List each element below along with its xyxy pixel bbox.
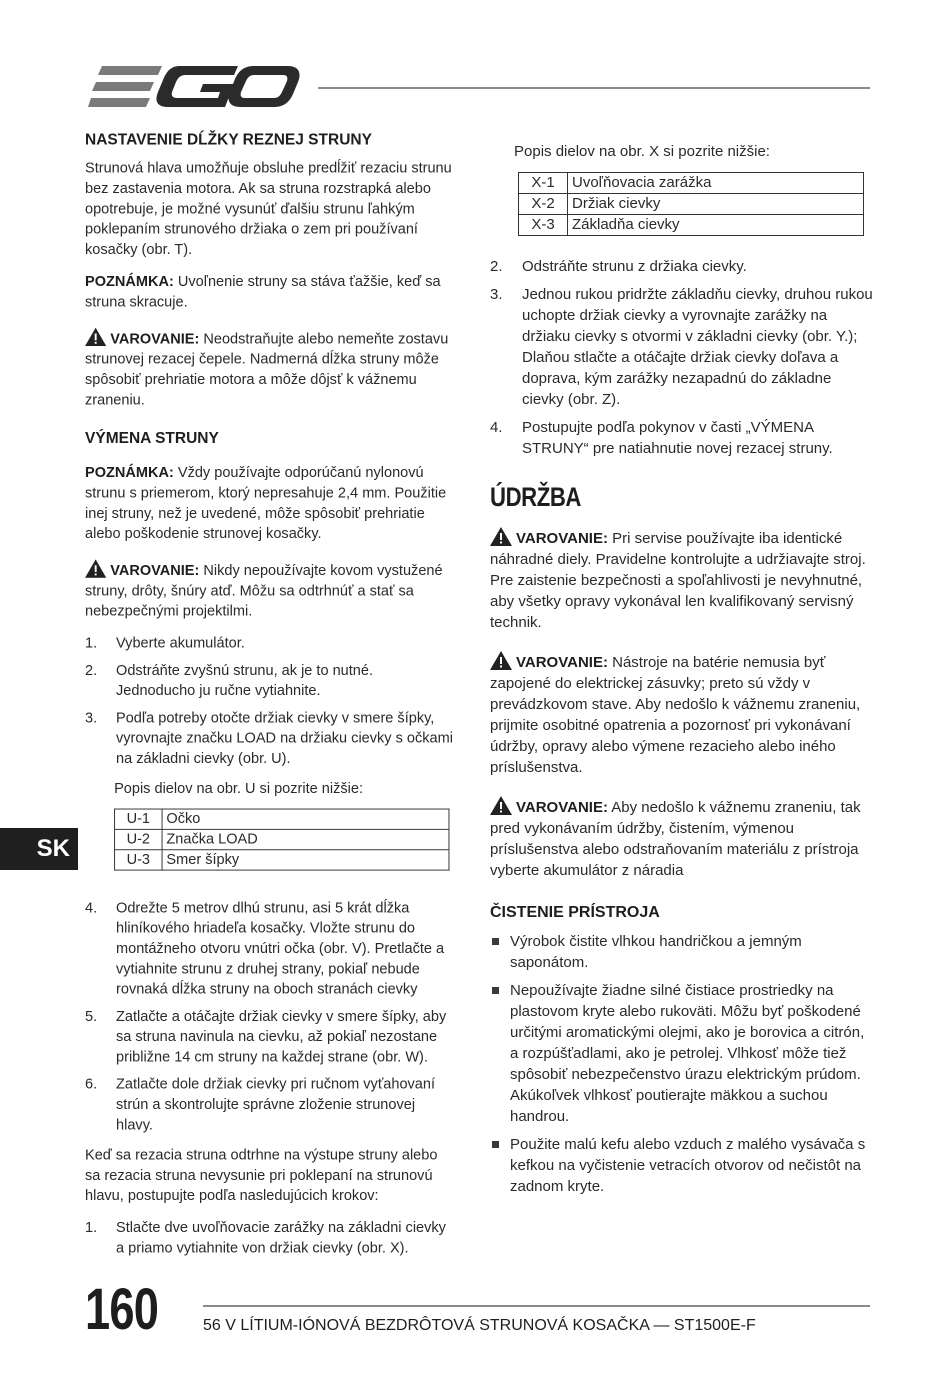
left-column (85, 131, 453, 1268)
part-code: X-3 (519, 215, 568, 236)
warning-battery-tools (490, 651, 876, 778)
part-label: Základňa cievky (568, 215, 864, 236)
heading-line-replacement: VÝMENA STRUNY (85, 430, 219, 447)
paragraph-line-breaks: Keď sa rezacia struna odtrhne na výstupe struny alebo sa rezacia struna nevysunie pri poklepaní na strunovú hlavu, postupujte podľa nasledujúcich krokov: (85, 1146, 438, 1205)
bullet-square-icon (492, 938, 499, 945)
warning-label: VAROVANIE: (110, 562, 200, 579)
bullet-square-icon (492, 987, 499, 994)
part-label: Držiak cievky (568, 194, 864, 215)
page-number: 160 (85, 1277, 159, 1342)
part-code: X-2 (519, 194, 568, 215)
step-number: 6. (85, 1076, 98, 1093)
heading-maintenance: ÚDRŽBA (490, 482, 582, 512)
ego-logo-graphic (88, 62, 300, 112)
heading-cleaning: ČISTENIE PRÍSTROJA (490, 904, 660, 921)
step-text: Vyberte akumulátor. (116, 635, 245, 652)
right-column (490, 131, 876, 1204)
list-item (490, 980, 876, 1127)
header-rule (318, 87, 870, 89)
step-number: 3. (490, 286, 503, 303)
parts-table-x (518, 172, 864, 236)
list-item (490, 417, 876, 459)
part-label: Očko (162, 809, 449, 829)
step-number: 2. (85, 662, 98, 679)
warning-identical-parts (490, 527, 876, 633)
step-text: Podľa potreby otočte držiak cievky v smere šípky, vyrovnajte značku LOAD na držiaku cievky s očkami na základni cievky (obr. U). (116, 709, 453, 767)
list-item (85, 633, 453, 653)
list-item (85, 708, 453, 769)
cleaning-bullet-list (490, 931, 876, 1197)
step-text: Stlačte dve uvoľňovacie zarážky na základni cievky a priamo vytiahnite von držiak cievky (obr. X). (116, 1219, 446, 1257)
warning-label: VAROVANIE: (516, 530, 608, 547)
part-code: U-3 (115, 850, 162, 870)
step-number: 5. (85, 1008, 98, 1025)
list-item (85, 660, 453, 701)
ego-logo (88, 62, 300, 112)
warning-label: VAROVANIE: (110, 330, 200, 348)
table-row (519, 215, 864, 236)
step-number: 4. (85, 899, 98, 917)
list-item (490, 284, 876, 410)
note-line-release (85, 272, 453, 313)
caption-fig-x: Popis dielov na obr. X si pozrite nižšie: (514, 143, 770, 160)
footer-rule (203, 1305, 870, 1307)
warning-triangle-icon (85, 559, 106, 577)
note-text: Vždy používajte odporúčanú nylonovú strunu s priemerom, ktorý nepresahuje 2,4 mm. Použitie inej struny, než je uvedené, môže spôsobiť prehriatie alebo poškodenie strunovej kosačky. (85, 464, 447, 542)
part-label: Smer šípky (162, 850, 449, 870)
warning-remove-battery (490, 796, 876, 881)
note-label: POZNÁMKA: (85, 464, 174, 481)
warning-text: Nikdy nepoužívajte kovom vystužené struny, drôty, šnúry atď. Môžu sa odtrhnúť a stať sa nebezpečnými projektilmi. (85, 562, 443, 620)
bullet-text: Nepoužívajte žiadne silné čistiace prostriedky na plastovom kryte alebo rukoväti. Môžu byť poškodené určitými aromatickými olejmi, ako je borovica a citrón, a rozpúšťadlami, ako je petrolej. Vlhkosť môže tiež spôsobiť nebezpečenstvo úrazu elektrickým prúdom. Akúkoľvek vlhkosť poutierajte mäkkou a suchou handrou. (510, 982, 865, 1125)
table-row (115, 850, 449, 870)
table-row (519, 173, 864, 194)
bullet-text: Výrobok čistite vlhkou handričkou a jemným saponátom. (510, 933, 802, 971)
warning-text: Pri servise používajte iba identické náhradné diely. Pravidelne kontrolujte a udržiavajte stroj. Pre zaistenie bezpečnosti a spoľahlivosti je nevyhnutné, aby všetky opravy vykonával len kvalifikovaný servisný technik. (490, 530, 866, 631)
list-item (85, 1218, 453, 1259)
caption-fig-u: Popis dielov na obr. U si pozrite nižšie: (114, 780, 363, 797)
note-text: Uvoľnenie struny sa stáva ťažšie, keď sa struna skracuje. (85, 273, 441, 311)
parts-table-u (114, 809, 449, 871)
warning-triangle-icon (490, 651, 512, 670)
step-number: 1. (85, 1219, 98, 1237)
list-item (85, 898, 453, 1000)
warning-text: Neodstraňujte alebo nemeňte zostavu strunovej rezacej čepele. Nadmerná dĺžka struny môže spôsobiť prehriatie motora a môže dôjsť k vážnemu zraneniu. (85, 330, 449, 409)
language-tab: SK (0, 828, 78, 870)
step-number: 2. (490, 258, 503, 275)
warning-text: Aby nedošlo k vážnemu zraneniu, tak pred vykonávaním údržby, čistením, výmenou príslušenstva alebo odstraňovaním materiálu z prístroja vyberte akumulátor z náradia (490, 799, 861, 879)
step-text: Zatlačte a otáčajte držiak cievky v smere šípky, aby sa struna navinula na cievku, až pokiaľ nezostane približne 14 cm struny na každej strane (obr. W). (116, 1008, 447, 1066)
warning-triangle-icon (490, 527, 512, 546)
warning-triangle-icon (85, 328, 106, 346)
steps-list-a (85, 633, 453, 769)
warning-label: VAROVANIE: (516, 799, 608, 816)
warning-blade-assembly (85, 328, 453, 410)
step-text: Odstráňte zvyšnú strunu, ak je to nutné. Jednoducho ju ručne vytiahnite. (116, 662, 374, 700)
bullet-square-icon (492, 1141, 499, 1148)
paragraph-line-length: Strunová hlava umožňuje obsluhe predĺžiť rezaciu strunu bez zastavenia motora. Ak sa struna rozstrapká alebo opotrebuje, je možné vysunúť ďalšiu strunu ľahkým poklepaním strunového držiaka o zem pri používaní kosačky (obr. T). (85, 160, 452, 258)
table-row (519, 194, 864, 215)
part-label: Značka LOAD (162, 829, 449, 849)
steps-list-d (490, 256, 876, 459)
step-text: Odstráňte strunu z držiaka cievky. (522, 258, 747, 275)
warning-label: VAROVANIE: (516, 654, 608, 671)
step-number: 4. (490, 419, 503, 436)
warning-triangle-icon (490, 796, 512, 815)
steps-list-c (85, 1218, 453, 1259)
step-text: Odrežte 5 metrov dlhú strunu, asi 5 krát dĺžka hliníkového hriadeľa kosačky. Vložte strunu do montážneho otvoru vnútri očka (obr. V). Pretlačte a vytiahnite strunu z druhej strany, pokiaľ nebude rovnaká dĺžka struny na oboch stranách cievky (116, 899, 445, 998)
part-code: U-1 (115, 809, 162, 829)
step-number: 1. (85, 635, 98, 652)
note-label: POZNÁMKA: (85, 273, 174, 290)
table-row (115, 809, 449, 829)
list-item (85, 1074, 453, 1135)
warning-metal-line (85, 559, 453, 621)
footer-title: 56 V LÍTIUM-IÓNOVÁ BEZDRÔTOVÁ STRUNOVÁ KOSAČKA — ST1500E-F (203, 1317, 756, 1334)
list-item (490, 931, 876, 973)
bullet-text: Použite malú kefu alebo vzduch z malého vysávača s kefkou na vyčistenie vetracích otvorov od nečistôt na zadnom kryte. (510, 1136, 866, 1195)
table-row (115, 829, 449, 849)
warning-text: Nástroje na batérie nemusia byť zapojené do elektrickej zásuvky; preto sú vždy v prevádzkovom stave. Aby nedošlo k vážnemu zraneniu, prijmite osobitné opatrenia a pozornosť pri vykonávaní údržby, opravy alebo výmene rezacieho alebo iného príslušenstva. (490, 654, 861, 776)
step-text: Postupujte podľa pokynov v časti „VÝMENA STRUNY“ pre natiahnutie novej rezacej struny. (522, 419, 833, 457)
list-item (490, 256, 876, 277)
step-text: Jednou rukou pridržte základňu cievky, druhou rukou uchopte držiak cievky a vyrovnajte zarážky na držiaku cievky s otvormi v základni cievky (obr. Y.); Dlaňou stlačte a otáčajte držiak cievky doľava a doprava, kým zarážky nezapadnú do základne cievky (obr. Z). (522, 286, 873, 408)
heading-line-length: NASTAVENIE DĹŽKY REZNEJ STRUNY (85, 131, 372, 149)
list-item (85, 1006, 453, 1067)
steps-list-b (85, 898, 453, 1135)
step-number: 3. (85, 709, 98, 727)
part-code: X-1 (519, 173, 568, 194)
list-item (490, 1134, 876, 1197)
step-text: Zatlačte dole držiak cievky pri ručnom vyťahovaní strún a skontrolujte správne zloženie strunovej hlavy. (116, 1076, 436, 1134)
note-recommended-line (85, 463, 453, 544)
part-label: Uvoľňovacia zarážka (568, 173, 864, 194)
part-code: U-2 (115, 829, 162, 849)
